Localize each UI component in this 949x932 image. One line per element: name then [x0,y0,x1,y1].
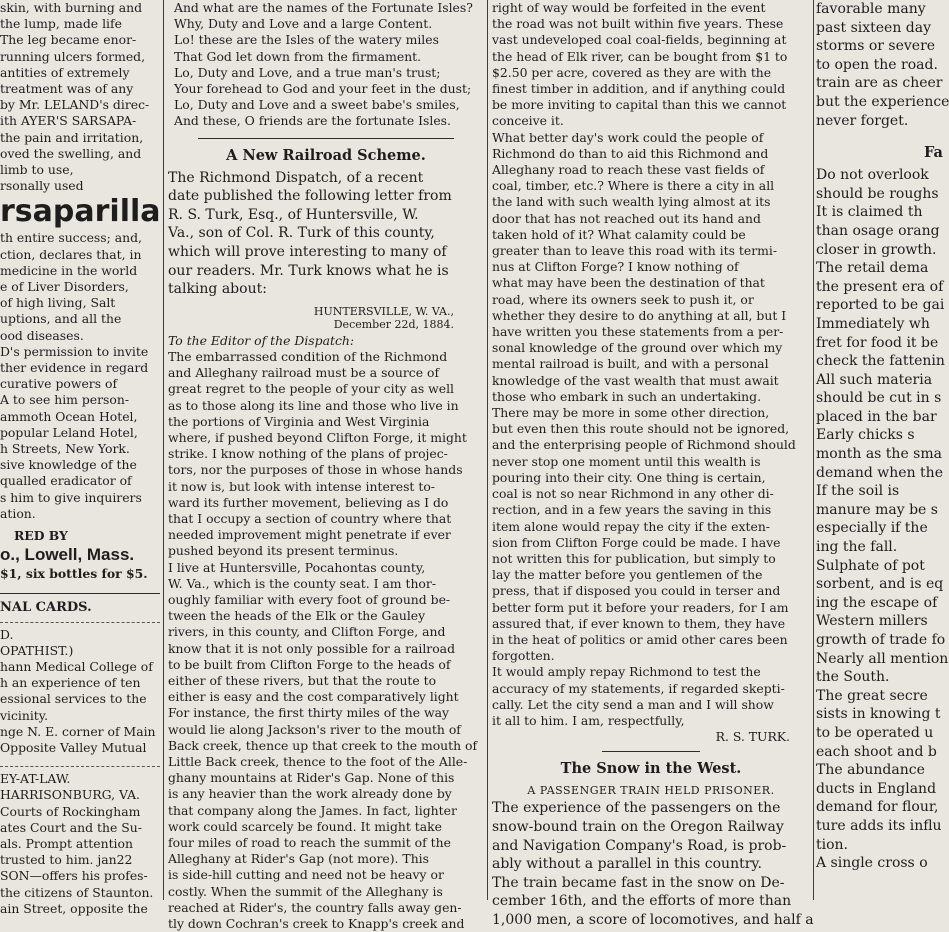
text-line: ation. [0,505,36,521]
text-line: ing the escape of [816,594,938,611]
text-line: D. [0,626,14,642]
text-line: th entire success; and, [0,230,142,246]
text-line: in the heat of politics or amid other cares been [492,631,788,647]
text-line: than osage orang [816,222,940,239]
text-line: never stop one moment until this wealth is [492,453,761,469]
poem [168,0,484,130]
text-line: For instance, the first thirty miles of the way [168,705,450,721]
text-line: but the experience [816,93,949,110]
text-line: Va., son of Col. R. Turk of this county, [168,225,435,242]
text-line: not written this for publication, but simply to [492,550,776,566]
text-line: what may have been the destination of that [492,275,765,291]
text-line: check the fattenin [816,353,945,370]
text-line: assured that, if ever known to them, they have [492,615,786,631]
text-line: growth of trade fo [816,632,946,648]
text-line: Lo! these are the Isles of the watery miles [174,32,439,48]
text-line: 1,000 men, a score of locomotives, and half a [492,911,814,928]
text-line: the pain and irritation, [0,129,144,145]
text-line: HARRISONBURG, VA. [0,787,140,803]
text-line: hann Medical College of [0,658,153,674]
divider [0,766,160,767]
text-line: trusted to him. jan22 [0,852,133,868]
text-line: The Richmond Dispatch, of a recent [168,169,424,186]
text-line: And what are the names of the Fortunate Isles? [174,0,473,15]
text-line: door that has not reached out its hand and [492,210,761,226]
text-line: costly. When the summit of the Alleghany is [168,883,443,899]
text-line: should be roughs [816,185,939,202]
text-line: the citizens of Staunton. [0,884,154,900]
text-line: the portions of Virginia and West Virginia [168,413,430,429]
letter-body [168,349,484,932]
article-intro [168,169,484,299]
text-line: Little Back creek, thence to the foot of the Alle- [168,754,468,770]
text-line: cember 16th, and the efforts of more than [492,893,792,910]
text-line: that company along the James. In fact, lighter [168,802,457,818]
divider [0,622,160,623]
text-line: closer in growth. [816,241,937,258]
card-physician [0,627,160,757]
text-line: nge N. E. corner of Main [0,723,156,739]
text-line: tly down Cochran's creek to Knapp's creek and [168,916,465,932]
text-line: The train became fast in the snow on De- [492,874,785,891]
text-line: Nearly all mention [816,650,949,667]
text-line: Early chicks s [816,427,915,444]
text-line: oughly familiar with every foot of ground be- [168,592,451,608]
column-rule [487,0,488,900]
text-line: antities of extremely [0,64,130,80]
text-line: Lo, Duty and Love, and a true man's trust; [174,64,441,80]
text-line: Why, Duty and Love and a large Content. [174,16,433,32]
text-line: SON—offers his profes- [0,868,148,884]
text-line: demand when the [816,464,943,481]
text-line: would lie along Jackson's river to the mouth of [168,721,461,737]
text-line: Opposite Valley Mutual [0,739,147,755]
text-line: knowledge of the vast wealth that must await [492,372,779,388]
text-line: Your forehead to God and your feet in the dust; [174,81,472,97]
text-line: Lo, Duty and Love and a sweet babe's smiles, [174,97,460,113]
column-2 [168,0,484,932]
text-line: pushed beyond its present terminus. [168,543,399,559]
text-line: past sixteen day [816,19,932,36]
text-line: vicinity. [0,707,49,723]
text-line: ammoth Ocean Hotel, [0,408,138,424]
sarsaparilla-title: rsaparilla [0,194,161,230]
text-line: R. S. Turk, Esq., of Huntersville, W. [168,206,419,223]
divider [0,593,160,594]
text-line: to be operated u [816,724,934,741]
text-line: rsonally used [0,178,84,194]
article-heading: Fa [924,144,943,162]
text-line: should be cut in s [816,390,942,407]
text-line: That God let down from the firmament. [174,48,422,64]
text-line: taken hold of it? What calamity could be [492,226,746,242]
text-line: sists in knowing t [816,706,941,723]
card-attorney [0,771,160,917]
text-line: uptions, and all the [0,311,122,327]
text-line: curative powers of [0,376,118,392]
text-line: conceive it. [492,113,564,129]
price-line: $1, six bottles for $5. [0,566,148,582]
text-line: is side-hill cutting and need not be heavy or [168,867,444,883]
text-line: to open the road. [816,56,938,73]
text-line: to be built from Clifton Forge to the heads of [168,656,451,672]
text-line: favorable many [816,1,926,17]
text-line: have written you these statements from a per- [492,324,784,340]
text-line: be more inviting to capital than this we cannot [492,97,787,113]
text-line: vast undeveloped coal coal-fields, beginning at [492,32,787,48]
text-line: popular Leland Hotel, [0,424,138,440]
text-line: snow-bound train on the Oregon Railway [492,818,784,835]
text-line: placed in the bar [816,408,937,425]
text-line: Do not overlook [816,167,929,184]
column-1 [0,0,161,916]
text-line: ing the fall. [816,539,898,556]
text-line: sonal knowledge of the ground over which my [492,340,783,356]
text-line: It is claimed th [816,204,923,221]
text-line: the head of Elk river, can be bought from $1 to [492,48,788,64]
text-line: reported to be gai [816,297,945,314]
text-line: forgotten. [492,648,555,664]
text-line: qualled eradicator of [0,473,132,489]
text-line: and Alleghany railroad must be a source of [168,365,440,381]
text-line: Immediately wh [816,315,930,332]
divider [198,138,454,139]
text-line: either of these rivers, but that the route to [168,673,437,689]
dateline-place: HUNTERSVILLE, W. VA., [313,304,454,318]
salutation: To the Editor of the Dispatch: [168,332,355,348]
text-line: each shoot and b [816,743,937,760]
text-line: mental railroad is built, and with a personal [492,356,769,372]
text-line: coal is not so near Richmond in any other di- [492,486,774,502]
text-line: road, where its owners seek to push it, or [492,291,754,307]
text-line: item alone would repay the city if the exten- [492,518,770,534]
text-line: either is easy and the cost comparatively light [168,689,459,705]
text-line: but even then this route should not be ignored, [492,421,790,437]
text-line: storms or severe [816,38,936,55]
text-line: There may be more in some other direction, [492,405,770,421]
text-line: The retail dema [816,260,929,277]
text-line: ghany mountains at Rider's Gap. None of this [168,770,455,786]
article-heading: The Snow in the West. [560,760,742,778]
text-line: train are as cheer [816,75,943,92]
text-line: tors, nor the purposes of those in whose hands [168,462,463,478]
column-4-body [816,166,949,873]
text-line: the South. [816,669,890,686]
ad-text-top [0,0,160,194]
column-rule [813,0,814,900]
text-line: $2.50 per acre, covered as they are with the [492,64,772,80]
text-line: reached at Rider's, the country falls away gen- [168,899,462,915]
text-line: h Streets, New York. [0,441,130,457]
prepared-by-label: RED BY [14,528,68,544]
text-line: coal, timber, etc.? Where is there a city in all [492,178,775,194]
text-line: I live at Huntersville, Pocahontas county, [168,559,426,575]
text-line: essional services to the [0,691,147,707]
text-line: of high living, Salt [0,295,116,311]
text-line: h an experience of ten [0,675,141,691]
text-line: great regret to the people of your city as well [168,381,455,397]
divider [602,751,700,752]
text-line: skin, with burning and [0,0,143,15]
column-rule [163,0,164,900]
text-line: The leg became enor- [0,32,137,48]
text-line: ain Street, opposite the [0,900,148,916]
text-line: s him to give inquirers [0,489,142,505]
text-line: by Mr. LELAND's direc- [0,97,150,113]
text-line: The embarrassed condition of the Richmond [168,348,448,364]
text-line: rivers, in this county, and Clifton Forge, and [168,624,446,640]
column-4-top [816,0,949,130]
text-line: those who embark in such an undertaking. [492,388,762,404]
text-line: especially if the [816,520,928,537]
text-line: tween the heads of the Elk or the Gauley [168,608,426,624]
text-line: medicine in the world [0,262,138,278]
text-line: the present era of [816,278,944,295]
text-line: A to see him person- [0,392,130,408]
text-line: and Navigation Company's Road, is prob- [492,837,787,854]
text-line: lay the matter before you gentlemen of the [492,567,763,583]
text-line: four miles of road to reach the summit of the [168,835,451,851]
text-line: running ulcers formed, [0,48,146,64]
text-line: It would amply repay Richmond to test the [492,664,761,680]
text-line: which will prove interesting to many of [168,244,447,260]
text-line: And these, O friends are the fortunate Isles. [174,113,451,129]
text-line: rection, and in a few years the saving in this [492,502,772,518]
text-line: ther evidence in regard [0,360,149,376]
text-line: demand for flour, [816,799,939,816]
text-line: limb to use, [0,162,74,178]
text-line: sion from Clifton Forge could be made. I have [492,534,781,550]
text-line: ith AYER'S SARSAPA- [0,113,137,129]
text-line: press, that if disposed you could in terser and [492,583,781,599]
text-line: where, if pushed beyond Clifton Forge, it might [168,430,467,445]
text-line: The great secre [816,687,928,704]
text-line: it all to him. I am, respectfully, [492,712,685,728]
text-line: work could scarcely be found. It might take [168,818,443,834]
letter-continued [492,0,810,729]
signature: R. S. TURK. [715,729,790,745]
text-line: oved the swelling, and [0,145,142,161]
text-line: The experience of the passengers on the [492,800,781,817]
text-line: it now is, but look with intense interest to- [168,478,435,494]
text-line: All such materia [816,371,933,388]
ad-text-body [0,230,160,522]
text-line: month as the sma [816,446,942,463]
text-line: W. Va., which is the county seat. I am thor- [168,575,437,591]
text-line: als. Prompt attention [0,835,133,851]
lowell-mass-line: o., Lowell, Mass. [0,545,135,565]
article-heading: A New Railroad Scheme. [226,146,426,164]
text-line: Sulphate of pot [816,557,925,574]
text-line: D's permission to invite [0,343,149,359]
text-line: right of way would be forfeited in the event [492,0,766,15]
text-line: A single cross o [816,855,928,872]
text-line: know that it is not only possible for a railroad [168,640,456,656]
text-line: sive knowledge of the [0,457,137,473]
text-line: ates Court and the Su- [0,819,142,835]
text-line: that I occupy a section of country where that [168,511,452,527]
dateline-date: December 22d, 1884. [333,317,454,331]
text-line: greater than to leave this road with its termi- [492,243,778,259]
text-line: Alleghany road to reach these vast fields of [492,162,765,178]
text-line: needed improvement might penetrate if ever [168,527,451,543]
text-line: ducts in England [816,780,937,797]
text-line: cally. Let the city send a man and I will show [492,696,774,712]
text-line: as to those along its line and those who live in [168,397,459,413]
text-line: What better day's work could the people of [492,129,764,145]
text-line: whether they desire to do anything at all, but I [492,307,787,323]
text-line: ture adds its influ [816,817,942,834]
text-line: date published the following letter from [168,188,452,205]
column-3 [492,0,814,928]
text-line: sorbent, and is eq [816,576,944,593]
text-line: ction, declares that, in [0,246,142,262]
text-line: treatment was of any [0,81,134,97]
text-line: the land with such wealth lying almost at its [492,194,771,210]
text-line: OPATHIST.) [0,642,74,658]
text-line: finest timber in addition, and if anything could [492,81,786,97]
article-subheading: A PASSENGER TRAIN HELD PRISONER. [527,784,775,798]
text-line: Courts of Rockingham [0,803,141,819]
text-line: manure may be s [816,501,938,518]
text-line: The abundance [816,762,925,779]
text-line: talking about: [168,281,267,298]
text-line: pouring into their city. One thing is certain, [492,469,766,485]
cards-heading: NAL CARDS. [0,599,92,615]
text-line: ably without a parallel in this country. [492,856,762,873]
article-body [492,799,814,929]
text-line: EY-AT-LAW. [0,771,71,787]
text-line: e of Liver Disorders, [0,279,129,295]
text-line: If the soil is [816,483,900,500]
column-4 [816,0,949,900]
text-line: is any heavier than the work already done by [168,786,452,802]
text-line: Alleghany at Rider's Gap (not more). This [168,851,430,867]
text-line: the lump, made life [0,16,122,32]
text-line: tion. [816,836,848,853]
text-line: never forget. [816,112,909,129]
text-line: strike. I know nothing of the plans of projec- [168,446,448,462]
text-line: better form put it before your readers, for I am [492,599,789,615]
text-line: nus at Clifton Forge? I know nothing of [492,259,739,275]
text-line: ood diseases. [0,327,84,343]
text-line: the road was not built within five years. These [492,16,784,32]
text-line: Richmond do than to aid this Richmond and [492,145,769,161]
text-line: fret for food it be [816,334,939,351]
text-line: accuracy of my statements, if regarded skepti- [492,680,785,696]
text-line: our readers. Mr. Turk knows what he is [168,262,449,279]
text-line: Western millers [816,613,928,630]
text-line: ward its further movement, believing as I do [168,494,449,510]
text-line: and the enterprising people of Richmond should [492,437,796,453]
text-line: Back creek, thence up that creek to the mouth of [168,737,478,753]
